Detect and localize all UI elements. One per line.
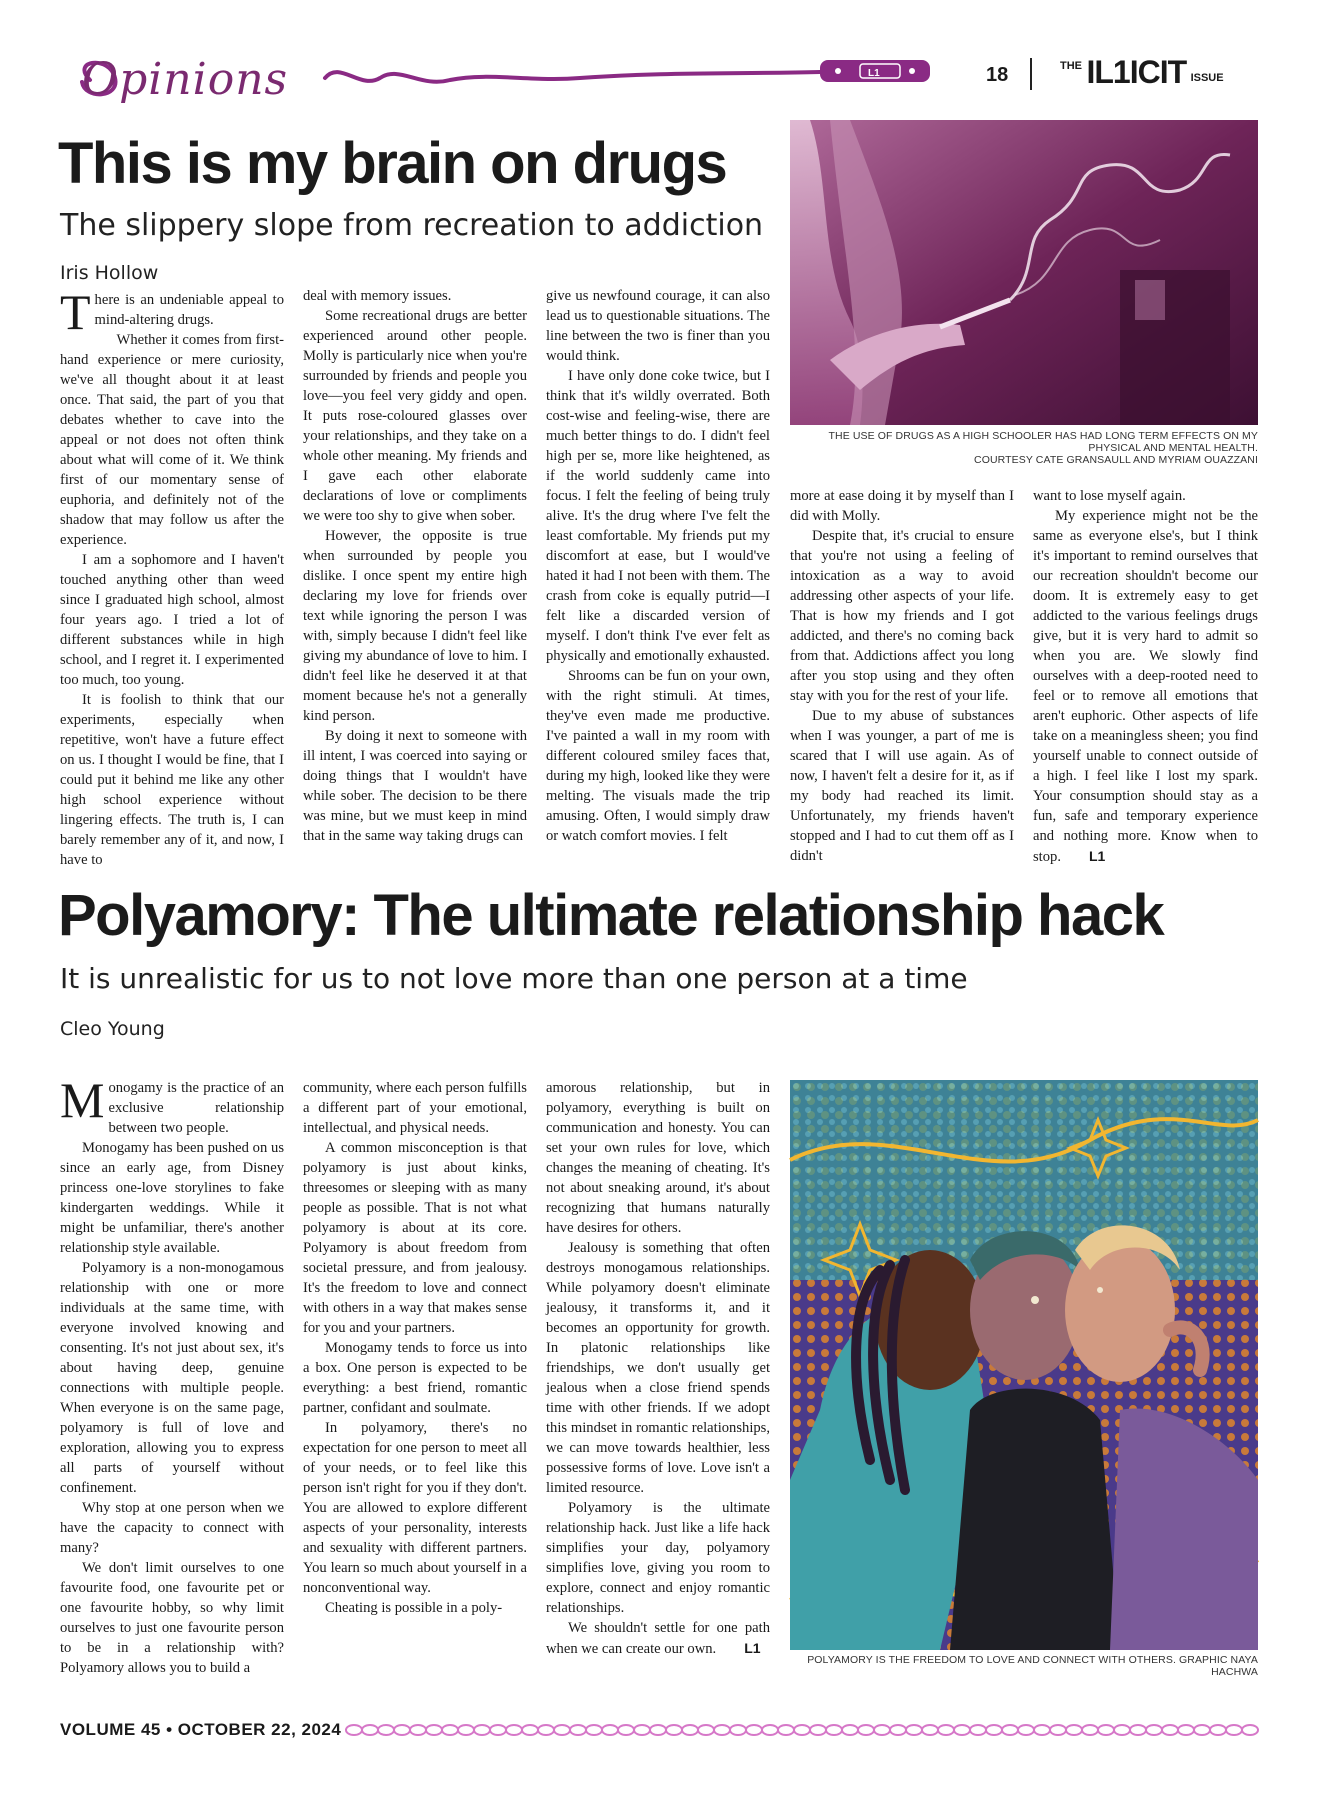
paragraph-text: My experience might not be the same as everyone else's, but I think it's important to remind ourselves that our recreation shouldn't become our doom. It is extremely easy to get addicted to the various feelings drugs give, but it is very hard to admit so when you are. We slowly find ourselves with a deep-rooted need to feel or to remove all emotions that aren't euphoric. Other aspects of life take on a meaningless sheen; you find yourself unable to connect outside of a high. I feel like I lost my spark. Your consumption should stay as a fun, safe and temporary experience and nothing more. Know when to stop. <box>1033 508 1258 865</box>
chain-link <box>842 1725 858 1735</box>
chain-link <box>762 1725 778 1735</box>
paragraph: Despite that, it's crucial to ensure that you're not using a feeling of intoxication as a way to avoid addressing other aspects of your life. That is how my friends and I got addicted, and there's no coming back from that. Addictions affect you long after you stop using and they often stay with you for the rest of your life. <box>790 528 1014 704</box>
chain-link <box>378 1725 394 1735</box>
chain-link <box>874 1725 890 1735</box>
article2-end-mark: L1 <box>744 1640 761 1656</box>
article1-column-4 <box>790 486 1014 864</box>
article2-dropcap: M <box>60 1072 105 1128</box>
paragraph: want to lose myself again. <box>1033 488 1186 504</box>
chain-link <box>618 1725 634 1735</box>
paragraph: deal with memory issues. <box>303 288 452 304</box>
chain-link <box>602 1725 618 1735</box>
article1-end-mark: L1 <box>1088 848 1106 864</box>
header-divider <box>1030 58 1032 90</box>
article1-byline: Iris Hollow <box>60 262 159 284</box>
chain-link <box>570 1725 586 1735</box>
paragraph: I am a sophomore and I haven't touched anything other than weed since I graduated high school, almost four years ago. I tried a lot of different substances while in high school, and I regret it. I experimented too much, too young. <box>60 552 284 688</box>
article1-photo-caption <box>790 430 1258 466</box>
chain-link <box>794 1725 810 1735</box>
chain-link <box>506 1725 522 1735</box>
chain-link <box>474 1725 490 1735</box>
article1-title: This is my brain on drugs <box>58 131 727 196</box>
issue-logo <box>1060 54 1224 91</box>
paragraph: Cheating is possible in a poly- <box>325 1600 503 1616</box>
chain-link <box>442 1725 458 1735</box>
chain-link <box>1226 1725 1242 1735</box>
paragraph: Why stop at one person when we have the capacity to connect with many? <box>60 1500 284 1556</box>
chain-link <box>554 1725 570 1735</box>
chain-link <box>906 1725 922 1735</box>
chain-link <box>1082 1725 1098 1735</box>
paragraph: community, where each person fulfills a different part of your emotional, intellectual, and physical needs. <box>303 1080 527 1136</box>
chain-link <box>682 1725 698 1735</box>
paragraph: In polyamory, there's no expectation for one person to meet all of your needs, or to feel like this person isn't right for you if they don't. You are allowed to explore different aspects of your personality, interests and sexuality with different partners. You learn so much about yourself in a nonconventional way. <box>303 1420 527 1596</box>
chain-link <box>698 1725 714 1735</box>
chain-link <box>586 1725 602 1735</box>
chain-link <box>1146 1725 1162 1735</box>
chain-link <box>1018 1725 1034 1735</box>
paragraph <box>1033 506 1258 867</box>
paragraph: Polyamory is the ultimate relationship hack. Just like a life hack simplifies your day, polyamory simplifies love, giving you room to explore, connect and enjoy romantic relationships. <box>546 1500 770 1616</box>
article2-subtitle: It is unrealistic for us to not love more than one person at a time <box>60 962 968 995</box>
footer-chain-decoration <box>346 1722 1258 1738</box>
smoking-photo-illustration <box>790 120 1258 425</box>
article1-subtitle: The slippery slope from recreation to addiction <box>60 208 764 243</box>
paragraph: Whether it comes from first-hand experience or mere curiosity, we've all thought about it at least once. That said, the part of you that debates whether to cave into the appeal or not does not often think about what will come of it. We think first of our momentary sense of euphoria, and definitely not of the shadow that may follow us after the experience. <box>60 332 284 548</box>
chain-link <box>1130 1725 1146 1735</box>
paragraph: Monogamy has been pushed on us since an early age, from Disney princess one-love storylines to fake kindergarten weddings. While it might be unfamiliar, there's another relationship style available. <box>60 1140 284 1256</box>
article1-column-5 <box>1033 486 1258 865</box>
article2-byline: Cleo Young <box>60 1018 165 1040</box>
article2-graphic <box>790 1080 1258 1650</box>
paragraph: I have only done coke twice, but I think that it's wildly overrated. Both cost-wise and feeling-wise, there are much better things to do. I didn't feel high per se, more like heightened, as if the world suddenly came into focus. I felt the feeling of being truly alive. It's the drug where I've felt the least comfortable. My friends put my discomfort at ease, but I would've hated it had I not been with them. The crash from coke is equally putrid—I felt like a discarded version of myself. I don't think I've ever felt as physically and emotionally exhausted. <box>546 368 770 664</box>
chain-link <box>362 1725 378 1735</box>
chain-link <box>490 1725 506 1735</box>
paragraph: However, the opposite is true when surrounded by people you dislike. I once spent my entire high declaring my love for friends over text while ignoring the person I was with, simply because I didn't feel like giving my abundance of love to him. I didn't feel like he deserved it at that moment because he's not a generally kind person. <box>303 528 527 724</box>
chain-link <box>970 1725 986 1735</box>
chain-link <box>954 1725 970 1735</box>
chain-link <box>746 1725 762 1735</box>
chain-link <box>1194 1725 1210 1735</box>
paragraph: give us newfound courage, it can also lead us to questionable situations. The line between the two is finer than you would think. <box>546 288 770 364</box>
chain-link <box>730 1725 746 1735</box>
chain-link <box>1242 1725 1258 1735</box>
chain-link <box>1002 1725 1018 1735</box>
chain-link <box>1114 1725 1130 1735</box>
paragraph: more at ease doing it by myself than I did with Molly. <box>790 488 1014 524</box>
chain-link <box>1178 1725 1194 1735</box>
chain-link <box>922 1725 938 1735</box>
chain-link <box>650 1725 666 1735</box>
chain-link <box>346 1725 362 1735</box>
paragraph: Jealousy is something that often destroys monogamous relationships. While polyamory doesn't eliminate jealousy, it transforms it, and it becomes an opportunity for growth. In platonic relationships like friendships, we don't usually get jealous when a close friend spends time with other friends. If we adopt this mindset in romantic relationships, we can move towards healthier, less possessive forms of love. Love isn't a limited resource. <box>546 1240 770 1496</box>
chain-link <box>1034 1725 1050 1735</box>
article1-column-3 <box>546 286 770 850</box>
article1-dropcap: T <box>60 284 91 340</box>
chain-link <box>986 1725 1002 1735</box>
paragraph-text: We shouldn't settle for one path when we can create our own. <box>546 1620 770 1657</box>
chain-link <box>1066 1725 1082 1735</box>
chain-link <box>778 1725 794 1735</box>
issue-logo-name: IL1ICIT <box>1086 54 1187 90</box>
chain-link <box>458 1725 474 1735</box>
paragraph: It is foolish to think that our experiments, especially when repetitive, won't have a future effect on us. I thought I would be fine, that I could put it behind me like any other high school experience without lingering effects. The truth is, I can barely remember any of it, and now, I have to <box>60 692 284 868</box>
paragraph: onogamy is the practice of an exclusive relationship between two people. <box>108 1080 284 1136</box>
article1-caption-text: THE USE OF DRUGS AS A HIGH SCHOOLER HAS HAD LONG TERM EFFECTS ON MY PHYSICAL AND MENTAL HEALTH. <box>828 430 1258 454</box>
chain-link <box>394 1725 410 1735</box>
paragraph: Polyamory is a non-monogamous relationship with one or more individuals at the same time, with everyone involved knowing and consenting. It's not just about sex, it's about having deep, genuine connections with multiple people. When everyone is on the same page, polyamory is full of love and exploration, allowing you to express all parts of yourself without confinement. <box>60 1260 284 1496</box>
article2-column-3 <box>546 1078 770 1678</box>
paragraph: We don't limit ourselves to one favourite food, one favourite pet or one favourite hobby, so why limit ourselves to just one favourite person to be in a relationship with? Polyamory allows you to build a <box>60 1560 284 1676</box>
article1-column-2 <box>303 286 527 850</box>
paragraph: Due to my abuse of substances when I was younger, a part of me is scared that I will use again. As of now, I haven't felt a desire for it, as if my body had reached its limit. Unfortunately, my friends haven't stopped and I had to cut them off as I didn't <box>790 708 1014 864</box>
paragraph: amorous relationship, but in polyamory, everything is built on communication and honesty. You can set your own rules for love, which changes the meaning of cheating. It's not about sneaking around, it's about recognizing that humans naturally have desires for others. <box>546 1080 770 1236</box>
article1-photo <box>790 120 1258 425</box>
masthead <box>60 50 1260 106</box>
paragraph: A common misconception is that polyamory is just about kinks, threesomes or sleeping with as many people as possible. That is not what polyamory is about at its core. Polyamory is about freedom from societal pressure, and from jealousy. It's the freedom to love and connect with others in a way that makes sense for you and your partners. <box>303 1140 527 1336</box>
paragraph: By doing it next to someone with ill intent, I was coerced into saying or doing things that I wouldn't have while sober. The decision to be there was mine, but we must keep in mind that in the same way taking drugs can <box>303 728 527 844</box>
chain-link <box>410 1725 426 1735</box>
paragraph: here is an undeniable appeal to mind-altering drugs. <box>94 292 284 328</box>
chain-link <box>890 1725 906 1735</box>
polyamory-illustration <box>790 1080 1258 1650</box>
issue-logo-the: THE <box>1060 60 1082 72</box>
chain-link <box>426 1725 442 1735</box>
chain-link <box>1162 1725 1178 1735</box>
article2-graphic-caption: POLYAMORY IS THE FREEDOM TO LOVE AND CONNECT WITH OTHERS. GRAPHIC NAYA HACHWA <box>807 1654 1258 1678</box>
paragraph <box>546 1618 770 1659</box>
chain-link <box>1098 1725 1114 1735</box>
chain-link <box>858 1725 874 1735</box>
chain-link <box>810 1725 826 1735</box>
footer-volume-date: VOLUME 45 • OCTOBER 22, 2024 <box>60 1720 342 1739</box>
article2-column-1 <box>60 1072 284 1678</box>
page-number: 18 <box>986 64 1009 86</box>
chain-link <box>1210 1725 1226 1735</box>
section-title: Opinions <box>82 54 289 105</box>
chain-link <box>634 1725 650 1735</box>
chain-link <box>938 1725 954 1735</box>
chain-link <box>826 1725 842 1735</box>
article2-column-2 <box>303 1078 527 1678</box>
issue-logo-suffix: ISSUE <box>1190 72 1224 84</box>
chain-link <box>522 1725 538 1735</box>
article1-photo-credit: COURTESY CATE GRANSAULL AND MYRIAM OUAZZANI <box>974 454 1258 466</box>
chain-link <box>714 1725 730 1735</box>
chain-link <box>666 1725 682 1735</box>
pen-logo-text: L1 <box>868 68 880 79</box>
paragraph: Some recreational drugs are better experienced around other people. Molly is particularly nice when you're surrounded by friends and people you love—you feel very giddy and open. It puts rose-coloured glasses over your relationships, and they take on a whole other meaning. My friends and I gave each other elaborate declarations of love or compliments we were too shy to give when sober. <box>303 308 527 524</box>
chain-link <box>1050 1725 1066 1735</box>
article2-title: Polyamory: The ultimate relationship hack <box>58 883 1164 948</box>
paragraph: Shrooms can be fun on your own, with the right stimuli. At times, they've even made me productive. I've painted a wall in my room with different coloured smiley faces that, during my high, looked like they were melting. The visuals made the trip amusing. Often, I would simply draw or watch comfort movies. I felt <box>546 668 770 844</box>
chain-link <box>538 1725 554 1735</box>
article1-column-1 <box>60 284 284 868</box>
paragraph: Monogamy tends to force us into a box. One person is expected to be everything: a best friend, romantic partner, confidant and soulmate. <box>303 1340 527 1416</box>
